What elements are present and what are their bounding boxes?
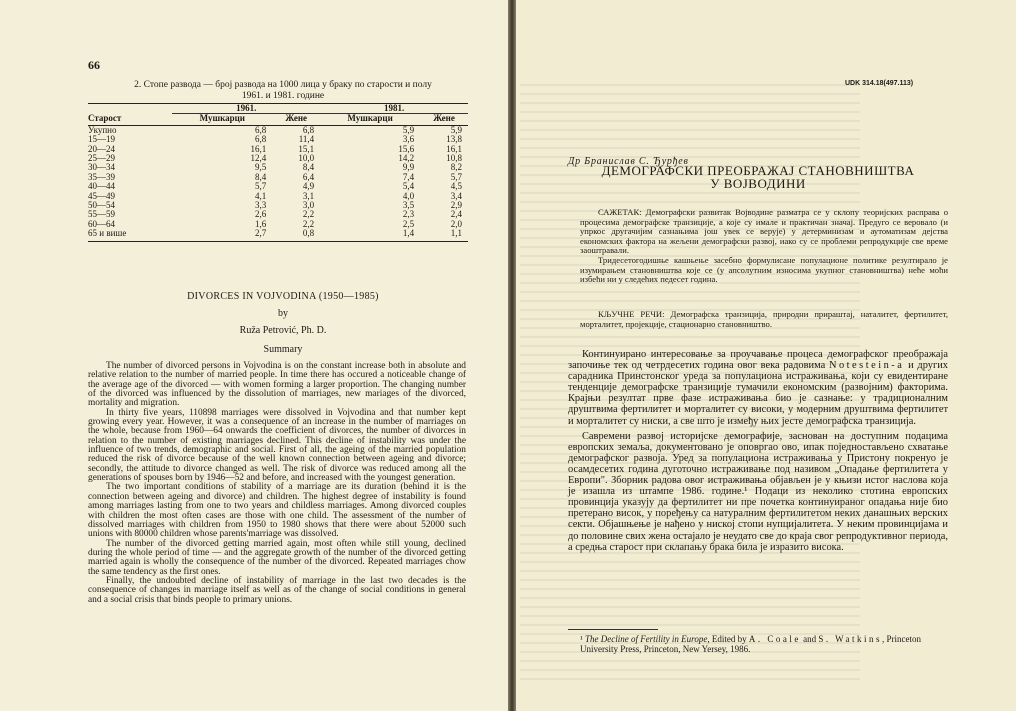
summary-paragraph: In thirty five years, 110898 marriages were dissolved in Vojvodina and that number kept growing every year. However, it was a consequence of an increase in the number of marriages on the whole, because from 1960—64 onwards the coefficient of divorces, the number of divorces in relation to the number of existing marriages declined. This decline of instability was under the influence of two trends, demographic and social. First of all, the ageing of the married population reduced the risk of divorce because of the well known connection between ageing and divorce; secondly, the attitude to divorce changed as well. The risk of divorce was reduced among all the generations of spouses born by 1946—52 and before, and increased with the youngest generation. — [88, 407, 466, 484]
page-number: 66 — [88, 58, 100, 72]
rate-cell: 14,2 — [398, 153, 415, 164]
summary-heading: Summary — [263, 344, 303, 355]
rate-cell: 11,4 — [298, 134, 315, 145]
col-men-1961: Мушкарци — [172, 114, 272, 125]
article-title-line-2: У ВОЈВОДИНИ — [710, 175, 806, 191]
rate-cell: 3,6 — [402, 134, 415, 145]
age-cell: 30—34 — [88, 162, 115, 173]
rate-cell: 5,7 — [450, 171, 462, 182]
rate-cell: 4,9 — [302, 181, 315, 192]
age-cell: 65 и више — [88, 229, 172, 241]
rate-cell: 2,9 — [450, 200, 462, 211]
rate-cell: 10,0 — [298, 153, 315, 164]
rate-cell: 5,4 — [402, 181, 415, 192]
english-author: Ruža Petrović, Ph. D. — [239, 325, 327, 336]
rate-cell: 2,5 — [402, 218, 415, 229]
keywords: КЉУЧНЕ РЕЧИ: Демографска транзиција, природни прираштај, наталитет, фертилитет, морталитет, пројекције, стационарно становништво. — [580, 309, 948, 329]
rate-cell: 16,1 — [250, 143, 267, 154]
col-men-1981: Мушкарци — [320, 114, 420, 125]
footnote-title: The Decline of Fertility in Europe, — [584, 634, 710, 644]
rate-cell: 8,4 — [302, 162, 315, 173]
age-cell: 25—29 — [88, 153, 115, 164]
rate-cell: 13,8 — [446, 134, 462, 145]
footnote-editor-2: S. Watkins — [818, 634, 882, 644]
table-row — [88, 229, 468, 241]
rate-cell: 5,9 — [402, 124, 415, 135]
rate-cell: 2,6 — [255, 209, 267, 220]
rate-cell: 5,7 — [255, 181, 267, 192]
age-cell: 55—59 — [88, 209, 115, 220]
footnote-rule — [568, 629, 658, 630]
para1-end: и других сарадника Принстонског уреда за популациона истраживања, који су евидентиране тенденције демографске транзиције тумачили економским (развојним) факторима. Крајњи резултат прве фазе истраживања био је сазнање: у традиционалним друштвима фертилитет и морталитет су високи, у модерним друштвима фертилитет и морталитет су ниски, а све што је између њих јесте демографска транзиција. — [568, 360, 948, 427]
rate-cell: 2,2 — [302, 209, 315, 220]
rate-cell: 8,2 — [450, 162, 462, 173]
rate-cell: 3,0 — [302, 200, 315, 211]
col-age: Старост — [88, 114, 172, 125]
age-cell: 60—64 — [88, 218, 115, 229]
rate-cell: 2,7 — [172, 229, 272, 241]
rate-cell: 10,8 — [446, 153, 462, 164]
rate-cell: 8,4 — [255, 171, 267, 182]
article-title — [568, 165, 948, 190]
rate-cell: 16,1 — [446, 143, 462, 154]
article-author: Др Бранислав С. Ђурђев — [568, 156, 689, 167]
footnote-rest: , Princeton University Press, Princeton, New Yersey, 1986. — [580, 634, 921, 654]
rate-cell: 9,9 — [402, 162, 415, 173]
para1-start: Континуирано интересовање за проучавање процеса демографског преображаја започиње тек од четрдесетих година овог века радовима — [568, 349, 948, 372]
age-cell: 35—39 — [88, 171, 115, 182]
udk-code: UDK 314.18(497.113) — [845, 80, 914, 87]
rate-cell: 0,8 — [272, 229, 320, 241]
abstract — [580, 208, 948, 285]
rate-cell: 2,0 — [450, 218, 462, 229]
rate-cell: 4,5 — [450, 181, 462, 192]
rate-cell: 2,4 — [450, 209, 462, 220]
rate-cell: 15,6 — [398, 143, 415, 154]
divorce-rate-table — [88, 103, 468, 242]
footnote-editor-1: A. Coale — [748, 634, 801, 644]
rate-cell: 3,4 — [450, 190, 462, 201]
rate-cell: 3,1 — [302, 190, 315, 201]
rate-cell: 1,4 — [320, 229, 420, 241]
rate-cell: 15,1 — [298, 143, 315, 154]
english-by: by — [278, 308, 288, 319]
rate-cell: 6,4 — [302, 171, 315, 182]
rate-cell: 6,8 — [255, 124, 267, 135]
table-year-1981: 1981. — [320, 104, 468, 114]
rate-cell: 2,2 — [302, 218, 315, 229]
footnote — [580, 634, 948, 654]
age-cell: 15—19 — [88, 134, 115, 145]
rate-cell: 6,8 — [302, 124, 315, 135]
age-cell: 20—24 — [88, 143, 115, 154]
rate-cell: 1,1 — [420, 229, 468, 241]
table-caption — [88, 80, 478, 102]
col-women-1981: Жене — [420, 114, 468, 125]
notestein-name: Notestein-a — [828, 360, 905, 372]
footnote-mark: ¹ — [580, 634, 583, 644]
body-paragraph-2: Савремени развој историјске демографије, заснован на доступним подацима европских земаља, документовано је оповргао ово, ипак поједностављено схватање демографског развоја. Уред за популациона истраживања у Пристону покренуо је осамдесетих година дуготочно истраживање под називом „Опадање фертилитета у Европи". Зборник радова овог истраживања објављен је у књизи истог наслова која је изашла из штампе 1986. године.¹ Подаци из неколико стотина европских провинција указују да фертилитет ни пре почетка континуираног опадања није био претерано висок, у поређењу са натуралним фертилитетом неких данашњих верских секти. Објашњење је нађено у ниској стопи нупцијалитета. У неким провинцијама и до половине свих жена остајало је неудато све до краја свог репродуктивног периода, а средња старост при склапању брака била је изразито висока. — [568, 430, 948, 553]
rate-cell: 12,4 — [250, 153, 267, 164]
body-paragraph-1 — [568, 349, 948, 427]
rate-cell: 6,8 — [255, 134, 267, 145]
book-gutter — [508, 0, 516, 711]
table-caption-title: 2. Стопе развода — број развода на 1000 лица у браку по старости и полу — [134, 80, 432, 90]
age-cell: 50—54 — [88, 200, 115, 211]
footnote-and: and — [800, 634, 819, 644]
rate-cell: 7,4 — [402, 171, 415, 182]
summary-body — [88, 362, 466, 605]
rate-cell: 9,5 — [255, 162, 267, 173]
col-women-1961: Жене — [272, 114, 320, 125]
age-cell: 40—44 — [88, 181, 115, 192]
rate-cell: 1,6 — [255, 218, 267, 229]
rate-cell: 4,1 — [255, 190, 267, 201]
summary-paragraph: The number of divorced persons in Vojvodina is on the constant increase both in absolute and relative relation to the number of married people. In time there has occured a noticeable change of the average age of the divorced — with women forming a larger proportion. The changing number of the divorced was influenced by the dissolution of marriages, new mariages of the divorced, mortality and migration. — [88, 361, 466, 409]
rate-cell: 4,0 — [402, 190, 415, 201]
rate-cell: 3,5 — [402, 200, 415, 211]
article-body — [568, 349, 948, 557]
age-cell: Укупно — [88, 124, 117, 135]
english-title: DIVORCES IN VOJVODINA (1950—1985) — [187, 291, 379, 302]
summary-paragraph: Finally, the undoubted decline of instability of marriage in the last two decades is the consequence of changes in marriage itself as well as of the change of social conditions in general and a social crisis that binds people to primary unions. — [88, 575, 466, 605]
table-year-1961: 1961. — [172, 104, 320, 114]
article-title-line-1: ДЕМОГРАФСКИ ПРЕОБРАЖАЈ СТАНОВНИШТВА — [601, 163, 915, 178]
age-cell: 45—49 — [88, 190, 115, 201]
rate-cell: 2,3 — [402, 209, 415, 220]
abstract-paragraph: САЖЕТАК: Демографски развитак Војводине разматра се у склопу теоријских расправа о процесима демографске транзиције, а које су имале и практичан значај. Предуго се веровало (и упркос другачијим сазнањима још увек се верује) у детерминизам и аутоматизам дејства економских фактора на жељени демографски развој, иако су се проблеми репродукције све време заоштравали. — [580, 207, 948, 256]
abstract-paragraph: Тридесетогодишње кашњење засебно формулисане популационе политике резултирало је изумирањем становништва које се (у апсолутним износима укупног становништва) неће моћи избећи ни у следећих педесет година. — [580, 254, 948, 285]
footnote-edited: Edited by — [709, 634, 749, 644]
rate-cell: 5,9 — [450, 124, 462, 135]
summary-paragraph: The two important conditions of stability of a marriage are its duration (behind it is the connection between ageing and divorce) and children. The highest degree of instability is found among marriages lasting from one to two years and childless marriages. Among divorced couples with children the most often cases are those with one child. The assessment of the number of dissolved marriages with children from 1950 to 1980 shows that there were about 52000 such unions with 80000 children whose parents'marriage was dissolved. — [88, 482, 466, 540]
rate-cell: 3,3 — [255, 200, 267, 211]
summary-paragraph: The number of the divorced getting married again, most often while still young, declined during the whole period of time — and the aggregate growth of the number of the divorced getting married again is wholly the consequence of the number of the divorced. Repeated marriages chow the same tendency as the first ones. — [88, 538, 466, 577]
table-caption-sub: 1961. и 1981. године — [241, 91, 325, 101]
